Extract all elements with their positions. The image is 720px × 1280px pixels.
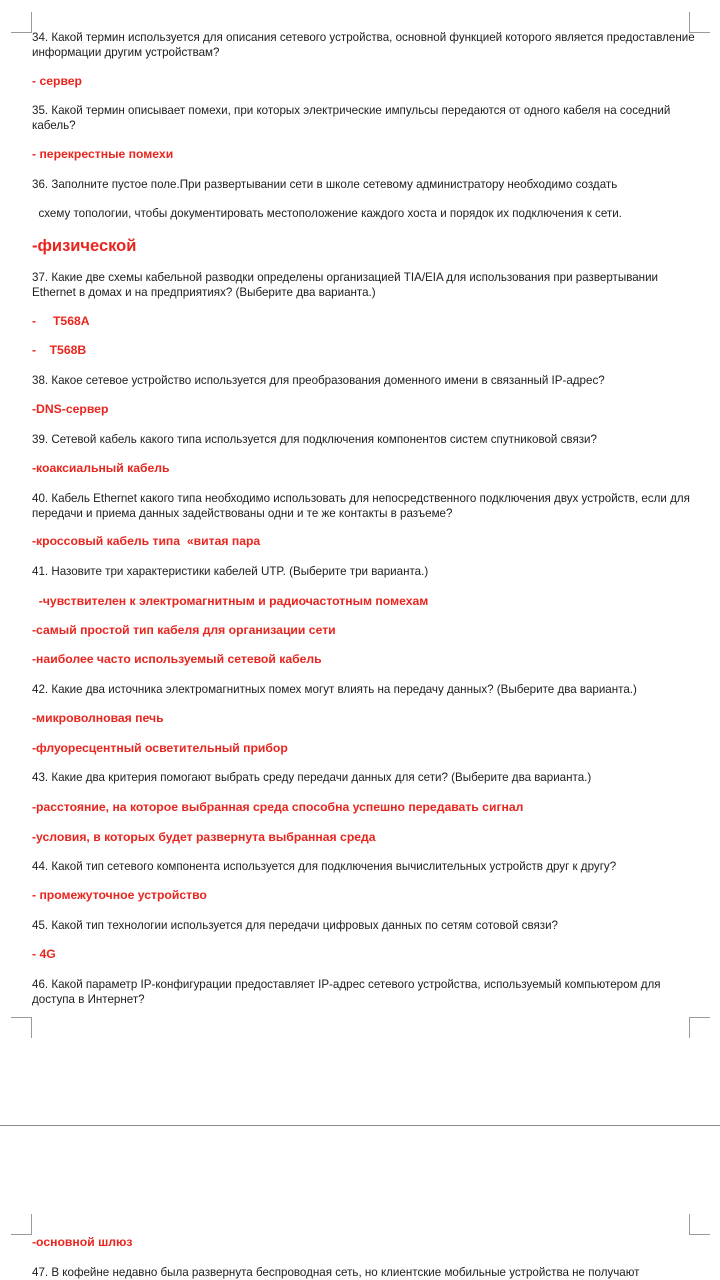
page-separator <box>0 1125 720 1126</box>
answer-text: -кроссовый кабель типа «витая пара <box>32 534 261 548</box>
answer-text: -флуоресцентный осветительный прибор <box>32 741 288 755</box>
question-text: 42. Какие два источника электромагнитных помех могут влиять на передачу данных? (Выберите два варианта.) <box>32 683 637 696</box>
page-corner-mark <box>11 12 32 33</box>
answer-text: - T568B <box>32 343 87 357</box>
answer-text: -расстояние, на которое выбранная среда способна успешно передавать сигнал <box>32 800 524 814</box>
question-text: 47. В кофейне недавно была развернута беспроводная сеть, но клиентские мобильные устройства не получают <box>32 1266 640 1279</box>
question-text: 38. Какое сетевое устройство используется для преобразования доменного имени в связанный IP-адрес? <box>32 374 605 387</box>
answer-text: - 4G <box>32 947 56 961</box>
answer-text: -основной шлюз <box>32 1235 133 1249</box>
answer-text: - перекрестные помехи <box>32 147 174 161</box>
question-text: 34. Какой термин используется для описания сетевого устройства, основной функцией которого является предоставление информации другим устройствам? <box>32 31 698 59</box>
question-text: 41. Назовите три характеристики кабелей UTP. (Выберите три варианта.) <box>32 565 429 578</box>
question-text: 40. Кабель Ethernet какого типа необходимо использовать для непосредственного подключения двух устройств, если для передачи и приема данных задействованы одни и те же контакты в разъеме? <box>32 492 694 520</box>
question-text: схему топологии, чтобы документировать местоположение каждого хоста и порядок их подключения к сети. <box>32 207 622 220</box>
page-corner-mark <box>11 1017 32 1038</box>
page-corner-mark <box>689 1017 710 1038</box>
question-text: 37. Какие две схемы кабельной разводки определены организацией TIA/EIA для использования при развертывании Ethernet в домах и на предприятиях? (Выберите два варианта.) <box>32 271 662 299</box>
answer-text: -условия, в которых будет развернута выбранная среда <box>32 830 376 844</box>
question-text: 36. Заполните пустое поле.При развертывании сети в школе сетевому администратору необходимо создать <box>32 178 618 191</box>
page-corner-mark <box>689 1214 710 1235</box>
question-text: 39. Сетевой кабель какого типа используется для подключения компонентов систем спутниковой связи? <box>32 433 597 446</box>
answer-text: -коаксиальный кабель <box>32 461 170 475</box>
question-text: 45. Какой тип технологии используется для передачи цифровых данных по сетям сотовой связи? <box>32 919 558 932</box>
answer-text: -DNS-сервер <box>32 402 109 416</box>
question-text: 44. Какой тип сетевого компонента используется для подключения вычислительных устройств друг к другу? <box>32 860 617 873</box>
page-corner-mark <box>11 1214 32 1235</box>
answer-text: -физической <box>32 237 137 255</box>
question-text: 46. Какой параметр IP-конфигурации предоставляет IP-адрес сетевого устройства, используемый компьютером для доступа в Интернет? <box>32 978 664 1006</box>
answer-text: - промежуточное устройство <box>32 888 207 902</box>
answer-text: - сервер <box>32 74 82 88</box>
question-text: 43. Какие два критерия помогают выбрать среду передачи данных для сети? (Выберите два варианта.) <box>32 771 592 784</box>
answer-text: -самый простой тип кабеля для организации сети <box>32 623 336 637</box>
answer-text: - T568A <box>32 314 90 328</box>
answer-text: -чувствителен к электромагнитным и радиочастотным помехам <box>32 594 429 608</box>
answer-text: -наиболее часто используемый сетевой кабель <box>32 652 322 666</box>
answer-text: -микроволновая печь <box>32 711 164 725</box>
question-text: 35. Какой термин описывает помехи, при которых электрические импульсы передаются от одного кабеля на соседний кабель? <box>32 104 674 132</box>
